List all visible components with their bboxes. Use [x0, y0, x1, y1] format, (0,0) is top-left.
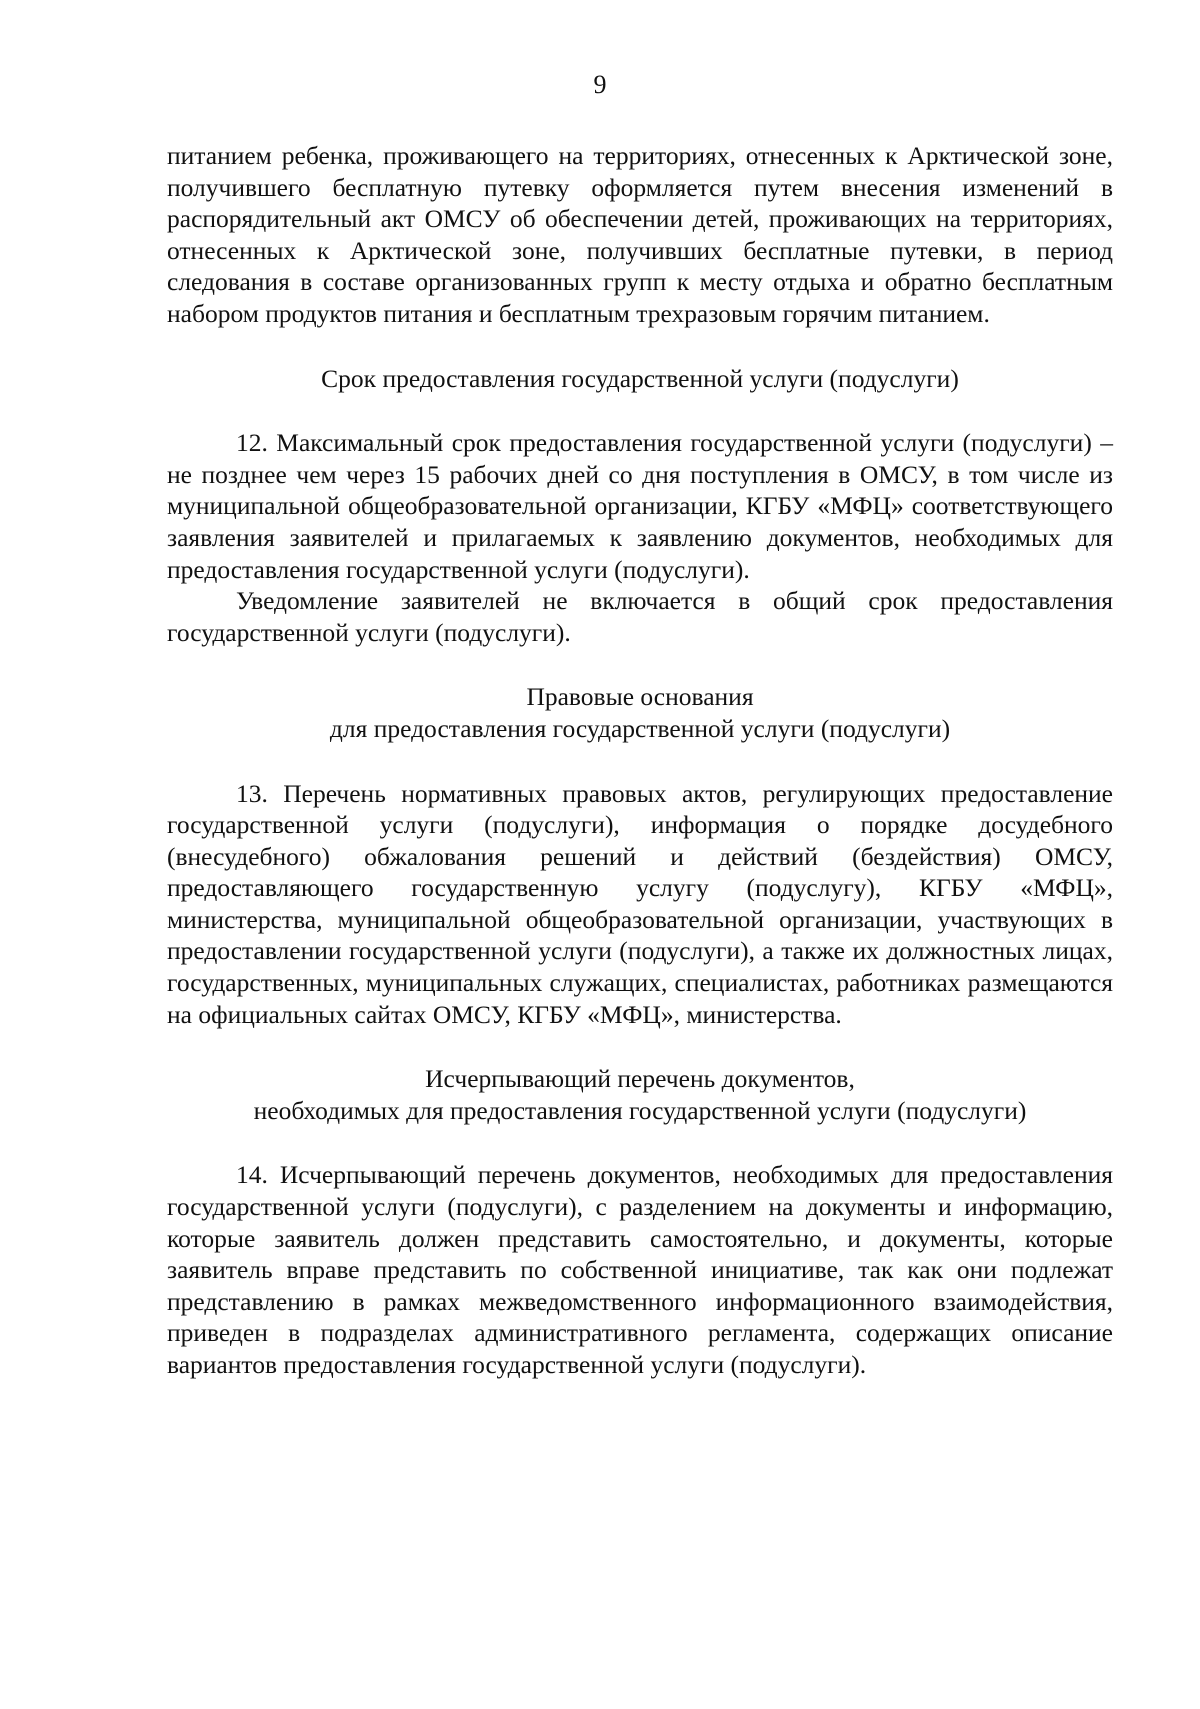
heading-docs-line-2: необходимых для предоставления государственной услуги (подуслуги) — [253, 1095, 1027, 1125]
heading-docs-line-1: Исчерпывающий перечень документов, — [425, 1064, 855, 1094]
heading-legal-grounds — [167, 681, 1113, 744]
paragraph-continuation: питанием ребенка, проживающего на территориях, отнесенных к Арктической зоне, получившего бесплатную путевку оформляется путем внесения изменений в распорядительный акт ОМСУ об обеспечении детей, проживающих на территориях, отнесенных к Арктической зоне, получивших бесплатные путевки, в период следования в составе организованных групп к месту отдыха и обратно бесплатным набором продуктов питания и бесплатным трехразовым горячим питанием. — [167, 141, 1113, 328]
paragraph-14: 14. Исчерпывающий перечень документов, необходимых для предоставления государственной услуги (подуслуги), с разделением на документы и информацию, которые заявитель должен представить самостоятельно, и документы, которые заявитель вправе представить по собственной инициативе, так как они подлежат представлению в рамках межведомственного информационного взаимодействия, приведен в подразделах административного регламента, содержащих описание вариантов предоставления государственной услуги (подуслуги). — [167, 1160, 1113, 1379]
page-number: 9 — [593, 70, 607, 99]
paragraph-12: 12. Максимальный срок предоставления государственной услуги (подуслуги) – не позднее чем через 15 рабочих дней со дня поступления в ОМСУ, в том числе из муниципальной общеобразовательной организации, КГБУ «МФЦ» соответствующего заявления заявителей и прилагаемых к заявлению документов, необходимых для предоставления государственной услуги (подуслуги). — [167, 428, 1113, 584]
paragraph-12-notice: Уведомление заявителей не включается в общий срок предоставления государственной услуги (подуслуги). — [167, 586, 1113, 647]
heading-documents-list — [167, 1063, 1113, 1126]
heading-legal-line-2: для предоставления государственной услуги (подуслуги) — [329, 713, 951, 743]
document-body — [167, 140, 1113, 1381]
heading-term: Срок предоставления государственной услуги (подуслуги) — [321, 363, 959, 393]
heading-legal-line-1: Правовые основания — [526, 682, 754, 712]
paragraph-13: 13. Перечень нормативных правовых актов, регулирующих предоставление государственной услуги (подуслуги), информация о порядке досудебного (внесудебного) обжалования решений и действий (бездействия) ОМСУ, предоставляющего государственную услугу (подуслугу), КГБУ «МФЦ», министерства, муниципальной общеобразовательной организации, участвующих в предоставлении государственной услуги (подуслуги), а также их должностных лицах, государственных, муниципальных служащих, специалистах, работниках размещаются на официальных сайтах ОМСУ, КГБУ «МФЦ», министерства. — [167, 778, 1113, 1029]
